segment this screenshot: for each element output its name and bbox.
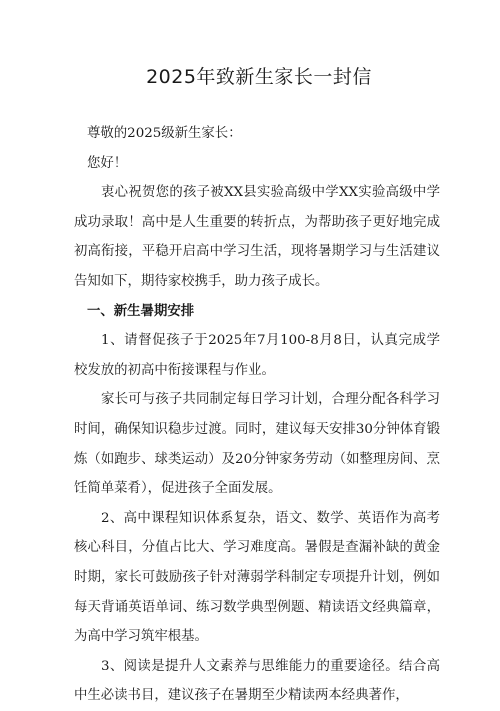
greeting: 您好！ [87,155,128,171]
paragraph-3: 2、高中课程知识体系复杂，语文、数学、英语作为高考核心科目，分值占比大、学习难度高。暑假是查漏补缺的黄金时期，家长可鼓励孩子针对薄弱学科制定专项提升计划，例如每天背诵英语单词、练习数学典型例题、精读语文经典篇章，为高中学习筑牢根基。 [74,510,440,645]
paragraph-4: 3、阅读是提升人文素养与思维能力的重要途径。结合高中生必读书目，建议孩子在暑期至少精读两本经典著作， [74,658,440,704]
paragraph-2: 家长可与孩子共同制定每日学习计划，合理分配各科学习时间，确保知识稳步过渡。同时，建议每天安排30分钟体育锻炼（如跑步、球类运动）及20分钟家务劳动（如整理房间、烹饪简单菜肴），促进孩子全面发展。 [74,392,440,497]
section-heading: 一、新生暑期安排 [87,303,195,319]
paragraph-1: 1、请督促孩子于2025年7月100-8月8日，认真完成学校发放的初高中衔接课程与作业。 [74,333,440,378]
intro-paragraph: 衷心祝贺您的孩子被XX县实验高级中学XX实验高级中学成功录取！高中是人生重要的转折点，为帮助孩子更好地完成初高衔接，平稳开启高中学习生活，现将暑期学习与生活建议告知如下，期待家校携手，助力孩子成长。 [74,185,440,289]
page-title: 2025年致新生家长一封信 [146,66,372,88]
salutation: 尊敬的2025级新生家长： [87,126,242,141]
